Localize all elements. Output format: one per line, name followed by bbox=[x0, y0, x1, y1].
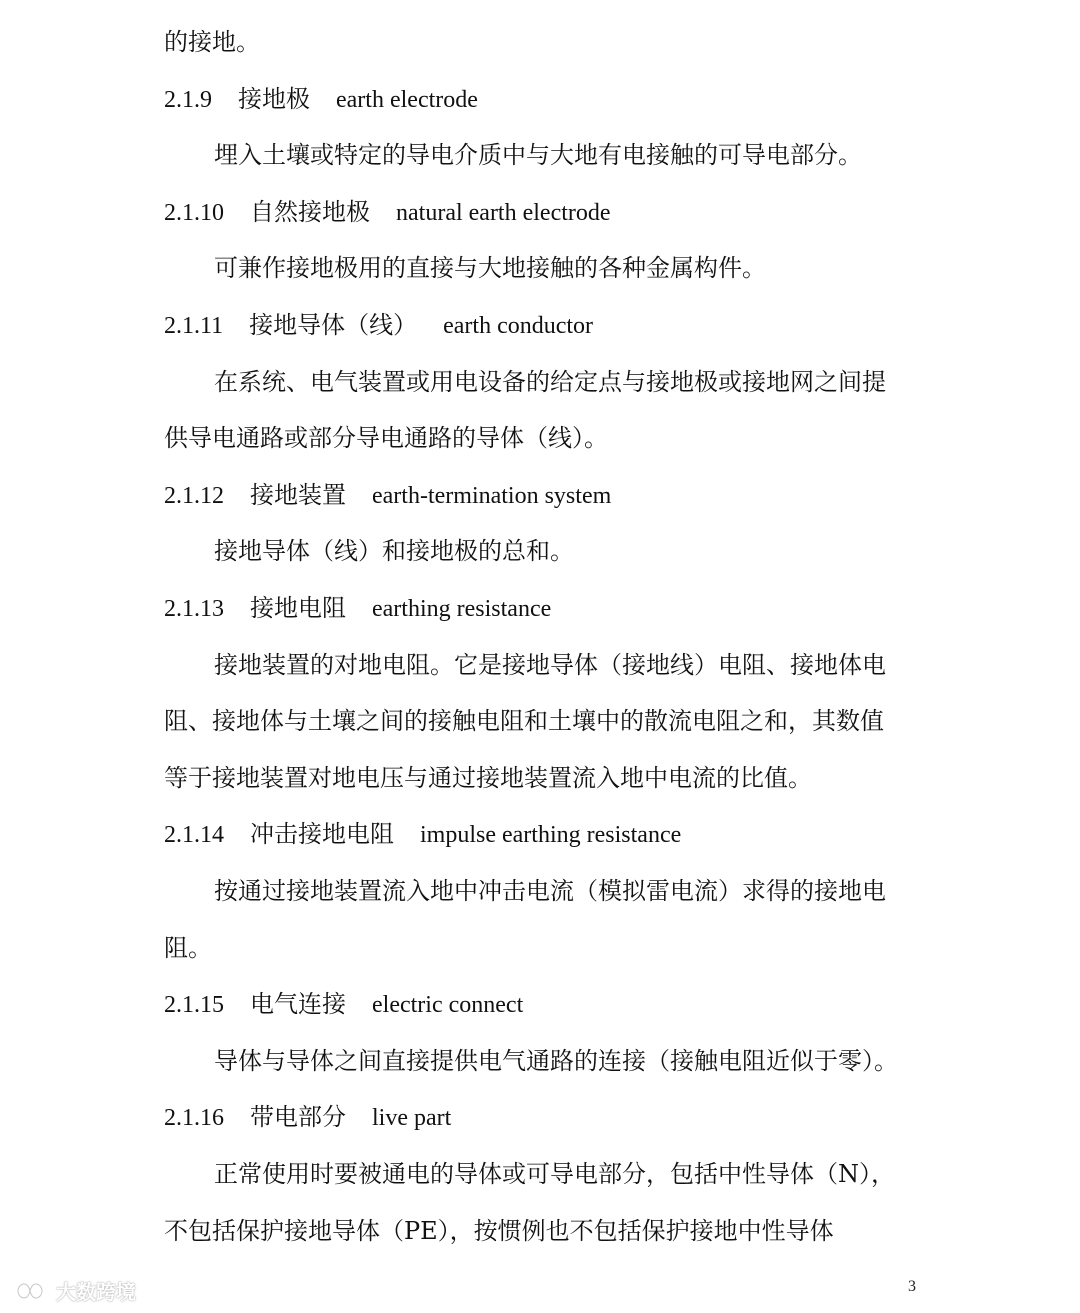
term-chinese: 自然接地极 bbox=[250, 198, 370, 226]
term-english: earthing resistance bbox=[372, 596, 552, 622]
watermark bbox=[10, 1276, 136, 1305]
term-english: live part bbox=[372, 1105, 452, 1131]
term-english: earth conductor bbox=[443, 313, 594, 339]
term-chinese: 接地极 bbox=[238, 85, 310, 113]
term-english: impulse earthing resistance bbox=[420, 822, 682, 848]
term-chinese: 接地装置 bbox=[250, 481, 346, 509]
term-number: 2.1.12 bbox=[164, 483, 224, 509]
term-number: 2.1.9 bbox=[164, 87, 212, 113]
text-line: 不包括保护接地导体（PE），按惯例也不包括保护接地中性导体 bbox=[164, 1217, 834, 1245]
term-chinese: 接地电阻 bbox=[250, 594, 346, 622]
infinity-logo-icon bbox=[10, 1279, 50, 1303]
definition-line: 可兼作接地极用的直接与大地接触的各种金属构件。 bbox=[214, 254, 766, 282]
text-line: 供导电通路或部分导电通路的导体（线）。 bbox=[164, 424, 608, 452]
text-line: 的接地。 bbox=[164, 28, 260, 56]
term-heading bbox=[164, 1101, 924, 1134]
watermark-text: 大数跨境 bbox=[56, 1280, 136, 1304]
term-chinese: 冲击接地电阻 bbox=[250, 820, 394, 848]
definition-line: 按通过接地装置流入地中冲击电流（模拟雷电流）求得的接地电 bbox=[214, 877, 886, 905]
text-line: 等于接地装置对地电压与通过接地装置流入地中电流的比值。 bbox=[164, 764, 812, 792]
term-english: electric connect bbox=[372, 992, 524, 1018]
page-number: 3 bbox=[908, 1278, 916, 1295]
term-heading bbox=[164, 592, 924, 625]
term-chinese: 接地导体（线） bbox=[249, 311, 418, 339]
term-english: earth electrode bbox=[336, 87, 478, 113]
definition-line: 埋入土壤或特定的导电介质中与大地有电接触的可导电部分。 bbox=[214, 141, 862, 169]
term-heading bbox=[164, 196, 924, 229]
definition-line: 在系统、电气装置或用电设备的给定点与接地极或接地网之间提 bbox=[214, 368, 886, 396]
text-line: 阻。 bbox=[164, 934, 212, 962]
term-number: 2.1.10 bbox=[164, 200, 224, 226]
term-heading bbox=[164, 309, 924, 342]
definition-line: 接地导体（线）和接地极的总和。 bbox=[214, 537, 574, 565]
definition-line: 导体与导体之间直接提供电气通路的连接（接触电阻近似于零）。 bbox=[214, 1047, 898, 1075]
term-english: earth-termination system bbox=[372, 483, 612, 509]
term-number: 2.1.15 bbox=[164, 992, 224, 1018]
term-number: 2.1.16 bbox=[164, 1105, 224, 1131]
term-heading bbox=[164, 818, 924, 851]
term-number: 2.1.14 bbox=[164, 822, 224, 848]
term-heading bbox=[164, 83, 924, 116]
definition-line: 正常使用时要被通电的导体或可导电部分，包括中性导体（N）， bbox=[214, 1160, 895, 1188]
term-english: natural earth electrode bbox=[396, 200, 611, 226]
term-number: 2.1.11 bbox=[164, 313, 224, 339]
text-line: 阻、接地体与土壤之间的接触电阻和土壤中的散流电阻之和，其数值 bbox=[164, 707, 884, 735]
term-chinese: 电气连接 bbox=[250, 990, 346, 1018]
definition-line: 接地装置的对地电阻。它是接地导体（接地线）电阻、接地体电 bbox=[214, 651, 886, 679]
term-heading bbox=[164, 988, 924, 1021]
term-chinese: 带电部分 bbox=[250, 1103, 346, 1131]
term-number: 2.1.13 bbox=[164, 596, 224, 622]
term-heading bbox=[164, 479, 924, 512]
